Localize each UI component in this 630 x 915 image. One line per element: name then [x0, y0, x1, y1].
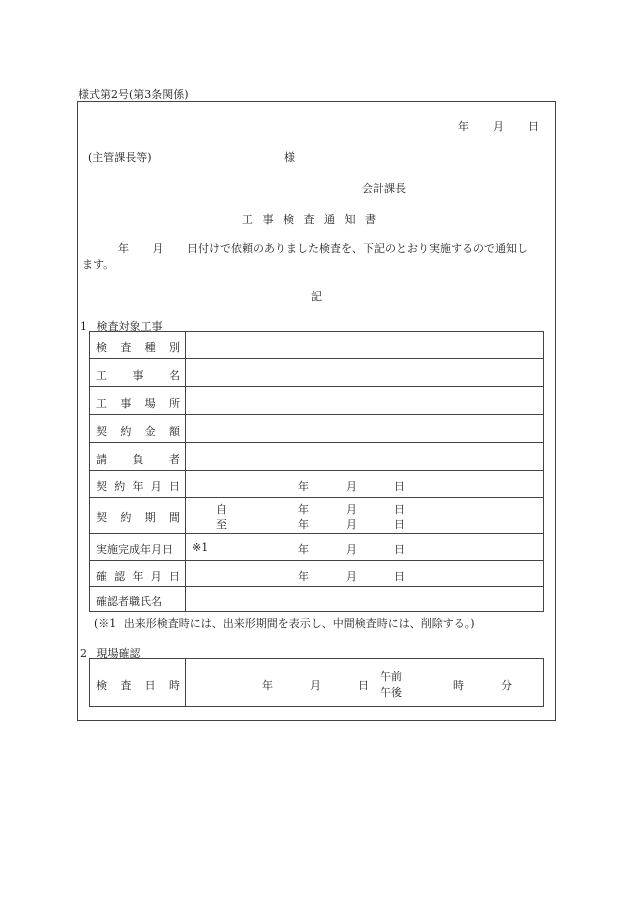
- inspection-year: 年: [262, 679, 273, 692]
- row-label: 工 事 場 所: [96, 397, 180, 410]
- date-day: 日: [528, 120, 539, 133]
- date-month: 月: [493, 120, 504, 133]
- row-label: 工 事 名: [96, 369, 180, 382]
- row-label: 確認者職氏名: [96, 595, 162, 608]
- table-row: [90, 359, 543, 387]
- pm-label: 午後: [380, 686, 402, 699]
- row-label: 実施完成年月日: [96, 543, 173, 556]
- date-year: 年: [458, 120, 469, 133]
- row-label: 検 査 種 別: [96, 341, 180, 354]
- table-row: [90, 587, 543, 613]
- inspection-day: 日: [358, 679, 369, 692]
- am-label: 午前: [380, 670, 402, 683]
- completion-year: 年: [298, 543, 309, 556]
- ki-mark: 記: [311, 290, 322, 303]
- period-from-month: 月: [346, 503, 357, 516]
- inspection-month: 月: [310, 679, 321, 692]
- table-row: [90, 534, 543, 561]
- table-row: [90, 561, 543, 587]
- form-number: 様式第2号(第3条関係): [78, 88, 189, 101]
- confirm-month: 月: [346, 570, 357, 583]
- period-from-day: 日: [394, 503, 405, 516]
- row-label: 検 査 日 時: [96, 679, 180, 692]
- completion-month: 月: [346, 543, 357, 556]
- document-title: 工 事 検 査 通 知 書: [242, 213, 377, 226]
- honorific: 様: [284, 151, 295, 164]
- sender: 会計課長: [362, 182, 406, 195]
- footnote: (※1 出来形検査時には、出来形期間を表示し、中間検査時には、削除する。): [94, 617, 475, 630]
- table-row: [90, 415, 543, 443]
- section1-heading: 1 検査対象工事: [80, 320, 163, 333]
- row-label: 確 認 年 月 日: [96, 570, 180, 583]
- confirm-day: 日: [394, 570, 405, 583]
- body-text-line2: ます。: [82, 258, 115, 271]
- note-mark: ※1: [192, 541, 209, 554]
- period-to-month: 月: [346, 518, 357, 531]
- table-row: [90, 471, 543, 498]
- addressee: (主管課長等): [88, 151, 152, 164]
- minute-label: 分: [501, 679, 512, 692]
- table-row: [90, 332, 543, 359]
- contract-day: 日: [394, 480, 405, 493]
- row-label: 契 約 年 月 日: [96, 480, 180, 493]
- period-to-label: 至: [216, 518, 227, 531]
- target-work-table: [89, 331, 544, 612]
- site-check-table: [89, 658, 544, 707]
- row-label: 契 約 期 間: [96, 511, 180, 524]
- contract-year: 年: [298, 480, 309, 493]
- section2-heading: 2 現場確認: [80, 647, 141, 660]
- period-to-day: 日: [394, 518, 405, 531]
- row-label: 契 約 金 額: [96, 425, 180, 438]
- completion-day: 日: [394, 543, 405, 556]
- row-label: 請 負 者: [96, 453, 180, 466]
- period-to-year: 年: [298, 518, 309, 531]
- period-from-year: 年: [298, 503, 309, 516]
- confirm-year: 年: [298, 570, 309, 583]
- table-row: [90, 443, 543, 471]
- table-row: [90, 498, 543, 534]
- contract-month: 月: [346, 480, 357, 493]
- table-row: [90, 387, 543, 415]
- hour-label: 時: [453, 679, 464, 692]
- body-text-line1: 年 月 日付けで依頼のありました検査を、下記のとおり実施するので通知し: [118, 242, 528, 255]
- period-from-label: 自: [216, 503, 227, 516]
